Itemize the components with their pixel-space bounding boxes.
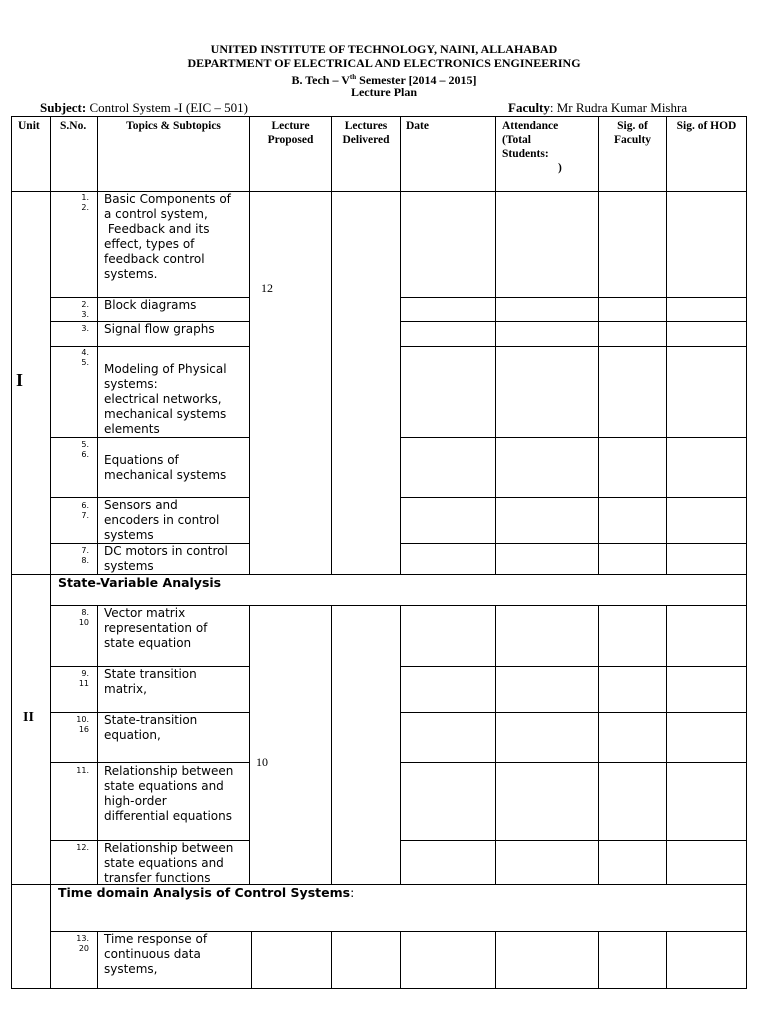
topic-line: Time response of	[104, 932, 208, 946]
col-header-sig-faculty-line2: Faculty	[613, 134, 652, 146]
topic-cell	[104, 322, 250, 337]
col-divider-proposed	[331, 931, 332, 989]
faculty-line	[508, 101, 687, 115]
row-divider	[50, 762, 249, 763]
col-divider-delivered	[400, 605, 401, 885]
sno-cell	[53, 715, 89, 734]
topic-cell	[104, 932, 250, 977]
sno-value: 20	[78, 943, 89, 953]
table-border-right	[746, 116, 747, 989]
col-divider-proposed	[331, 116, 332, 575]
sno-value: 5.	[81, 357, 89, 367]
row-divider	[50, 437, 249, 438]
table-border-top	[11, 116, 747, 117]
sno-cell	[53, 546, 89, 565]
topic-line: systems,	[104, 962, 158, 976]
row-divider	[400, 297, 747, 298]
topic-line: state equations and	[104, 856, 224, 870]
topic-line: State transition	[104, 667, 197, 681]
col-divider-sig-faculty	[666, 605, 667, 885]
sno-value: 6.	[81, 501, 89, 510]
topic-line: transfer functions	[104, 871, 211, 885]
topic-cell	[104, 841, 250, 886]
col-divider-date	[495, 931, 496, 989]
col-divider-sig-faculty	[666, 931, 667, 989]
col-header-date: Date	[406, 120, 429, 132]
col-divider-topics	[251, 931, 252, 989]
department-name: DEPARTMENT OF ELECTRICAL AND ELECTRONICS ENGINEERING	[187, 56, 581, 70]
lectures-proposed-value: 10	[256, 755, 268, 769]
row-divider	[400, 840, 747, 841]
col-divider-attendance	[598, 605, 599, 885]
col-divider-date	[495, 605, 496, 885]
table-border-bottom	[11, 988, 747, 989]
section-title	[58, 885, 354, 900]
topic-line: Modeling of Physical	[104, 362, 227, 376]
topic-line: a control system,	[104, 207, 208, 221]
sno-cell	[53, 843, 89, 853]
sno-value: 16	[78, 724, 89, 734]
col-divider-sno	[97, 116, 98, 575]
col-header-lectures-delivered-line1: Lectures	[344, 120, 388, 132]
row-divider	[400, 321, 747, 322]
sno-cell	[53, 324, 89, 334]
document-title: Lecture Plan	[350, 85, 418, 99]
topic-cell	[104, 764, 250, 824]
topic-line: effect, types of	[104, 237, 195, 251]
table-border-left	[11, 116, 12, 989]
topic-line: mechanical systems	[104, 407, 227, 421]
sno-cell	[53, 669, 89, 688]
semester-superscript: th	[349, 73, 357, 81]
topic-line: elements	[104, 422, 160, 436]
topic-line: equation,	[104, 728, 161, 742]
faculty-label: Faculty	[508, 100, 550, 115]
col-header-lectures-delivered	[332, 119, 400, 147]
topic-line: systems	[104, 559, 154, 573]
subject-value: Control System -I (EIC – 501)	[86, 100, 248, 115]
col-divider-attendance	[598, 116, 599, 575]
topic-cell	[104, 192, 250, 282]
col-divider-attendance	[598, 931, 599, 989]
sno-cell	[53, 348, 89, 367]
topic-line: feedback control	[104, 252, 205, 266]
subject-line	[40, 101, 248, 115]
sno-value: 7.	[81, 510, 89, 520]
col-header-sig-faculty	[599, 119, 666, 147]
sno-cell	[53, 934, 89, 953]
topic-line: representation of	[104, 621, 208, 635]
col-divider-proposed	[331, 605, 332, 885]
col-header-lecture-proposed-line2: Proposed	[267, 134, 314, 146]
subject-label: Subject:	[40, 100, 87, 115]
row-divider	[400, 666, 747, 667]
col-header-lectures-delivered-line2: Delivered	[342, 134, 390, 146]
sno-value: 1.	[81, 193, 89, 202]
sno-value: 12.	[76, 843, 89, 852]
row-divider	[400, 543, 747, 544]
col-divider-sig-faculty	[666, 116, 667, 575]
row-divider	[400, 497, 747, 498]
topic-line: DC motors in control	[104, 544, 228, 558]
col-divider-delivered	[400, 931, 401, 989]
sno-value: 11	[78, 678, 89, 688]
col-divider-sno	[97, 605, 98, 885]
col-header-attendance-line2: (Total	[502, 134, 531, 146]
topic-line: matrix,	[104, 682, 147, 696]
topic-line: Equations of	[104, 453, 179, 467]
sno-value: 10	[78, 617, 89, 627]
col-header-lecture-proposed-line1: Lecture	[271, 120, 310, 132]
topic-cell	[104, 362, 250, 437]
topic-line: state equations and	[104, 779, 224, 793]
sno-value: 10.	[76, 715, 89, 724]
col-header-sig-faculty-line1: Sig. of	[617, 120, 648, 132]
col-header-attendance-line3: Students:	[502, 148, 549, 160]
col-header-sno: S.No.	[60, 120, 87, 132]
col-header-attendance	[502, 119, 562, 175]
row-divider	[400, 437, 747, 438]
lectures-proposed-value: 12	[261, 281, 273, 295]
topic-line: high-order	[104, 794, 167, 808]
sno-value: 13.	[76, 934, 89, 943]
col-header-attendance-line1: Attendance	[502, 120, 559, 132]
topic-line: Vector matrix	[104, 606, 186, 620]
topic-line: State-transition	[104, 713, 198, 727]
col-divider-unit	[50, 116, 51, 989]
topic-line: Relationship between	[104, 841, 234, 855]
sno-value: 3.	[81, 324, 89, 333]
sno-value: 6.	[81, 449, 89, 459]
topic-cell	[104, 713, 250, 743]
sno-value: 4.	[81, 348, 89, 357]
topic-line: Block diagrams	[104, 298, 197, 312]
semester-suffix: Semester [2014 – 2015]	[356, 73, 477, 87]
topic-line: mechanical systems	[104, 468, 227, 482]
topic-cell	[104, 453, 250, 483]
sno-cell	[53, 501, 89, 520]
sno-value: 3.	[81, 309, 89, 319]
topic-line: systems	[104, 528, 154, 542]
sno-cell	[53, 300, 89, 319]
unit-label: I	[16, 370, 24, 390]
sno-cell	[53, 193, 89, 212]
topic-cell	[104, 544, 250, 574]
topic-line: electrical networks,	[104, 392, 222, 406]
topic-line: systems.	[104, 267, 158, 281]
topic-line: encoders in control	[104, 513, 220, 527]
sno-cell	[53, 608, 89, 627]
topic-line: Sensors and	[104, 498, 178, 512]
row-divider	[400, 712, 747, 713]
topic-line: Signal flow graphs	[104, 322, 215, 336]
faculty-value: : Mr Rudra Kumar Mishra	[549, 100, 688, 115]
sno-value: 5.	[81, 440, 89, 449]
topic-cell	[104, 298, 250, 313]
institute-name: UNITED INSTITUTE OF TECHNOLOGY, NAINI, ALLAHABAD	[210, 42, 558, 56]
sno-value: 8.	[81, 555, 89, 565]
section-title-suffix: :	[350, 885, 355, 900]
topic-line: Feedback and its	[104, 222, 210, 236]
col-divider-sno	[97, 931, 98, 989]
sno-value: 8.	[81, 608, 89, 617]
row-divider	[400, 762, 747, 763]
col-header-topics: Topics & Subtopics	[126, 120, 221, 132]
section-title-text: Time domain Analysis of Control Systems	[58, 885, 351, 900]
topic-cell	[104, 667, 250, 697]
sno-value: 7.	[81, 546, 89, 555]
col-header-lecture-proposed	[250, 119, 331, 147]
col-divider-delivered	[400, 116, 401, 575]
sno-value: 2.	[81, 300, 89, 309]
col-header-unit: Unit	[18, 120, 40, 132]
unit-label: II	[23, 710, 34, 725]
topic-line: state equation	[104, 636, 192, 650]
semester-prefix: B. Tech – V	[291, 73, 350, 87]
topic-line: Basic Components of	[104, 192, 231, 206]
sno-value: 11.	[76, 766, 89, 775]
row-divider	[400, 346, 747, 347]
section-title: State-Variable Analysis	[58, 575, 222, 590]
topic-cell	[104, 498, 250, 543]
sno-value: 2.	[81, 202, 89, 212]
topic-line: continuous data	[104, 947, 201, 961]
sno-value: 9.	[81, 669, 89, 678]
topic-cell	[104, 606, 250, 651]
row-divider	[50, 346, 249, 347]
col-header-attendance-line4: )	[558, 162, 562, 174]
sno-cell	[53, 440, 89, 459]
topic-line: systems:	[104, 377, 158, 391]
topic-line: Relationship between	[104, 764, 234, 778]
sno-cell	[53, 766, 89, 776]
col-header-sig-hod: Sig. of HOD	[676, 120, 737, 132]
col-divider-date	[495, 116, 496, 575]
topic-line: differential equations	[104, 809, 232, 823]
